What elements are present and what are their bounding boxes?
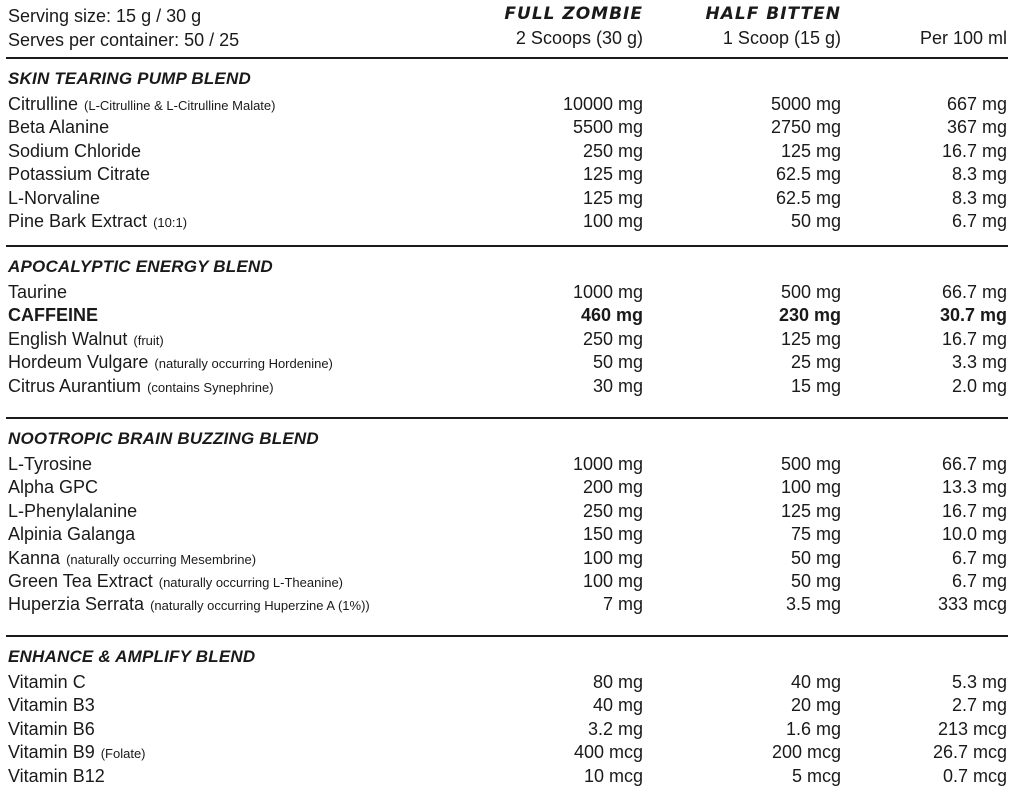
ingredient-name: Hordeum Vulgare (8, 352, 149, 373)
value-half-bitten: 125 mg (780, 140, 841, 161)
value-half-bitten: 100 mg (780, 477, 841, 498)
value-full-zombie: 125 mg (582, 187, 643, 208)
ingredient-name-cell (8, 210, 187, 234)
value-per-100ml: 333 mcg (937, 594, 1007, 615)
ingredient-name-cell (8, 523, 135, 546)
ingredient-name: Citrulline (8, 94, 79, 114)
value-half-bitten: 50 mg (790, 571, 841, 591)
ingredient-note: (naturally occurring Huperzine A (1%)) (150, 598, 370, 614)
ingredient-name: Vitamin C (8, 672, 86, 692)
ingredient-note: (L-Citrulline & L-Citrulline Malate) (84, 98, 276, 113)
ingredient-name-cell (8, 281, 67, 304)
value-half-bitten: 125 mg (780, 500, 841, 521)
value-full-zombie: 150 mg (582, 524, 643, 545)
value-half-bitten: 230 mg (778, 305, 841, 326)
value-per-100ml: 5.3 mg (951, 672, 1007, 692)
value-full-zombie: 460 mg (580, 305, 643, 326)
ingredient-row (0, 281, 1013, 304)
value-full-zombie: 250 mg (582, 140, 643, 161)
ingredient-row (0, 140, 1013, 163)
section-title: APOCALYPTIC ENERGY BLEND (8, 257, 273, 276)
value-full-zombie: 250 mg (582, 328, 643, 349)
value-per-100ml: 367 mg (946, 117, 1007, 138)
value-per-100ml: 213 mcg (937, 718, 1007, 739)
ingredient-name-cell (8, 671, 86, 694)
value-half-bitten: 500 mg (780, 282, 841, 302)
ingredient-row (0, 93, 1013, 116)
ingredient-row (0, 671, 1013, 694)
column-full-zombie-dose: 2 Scoops (30 g) (515, 28, 643, 48)
column-per-100ml-label: Per 100 ml (919, 28, 1007, 48)
value-half-bitten: 25 mg (790, 352, 841, 373)
value-per-100ml: 8.3 mg (951, 187, 1007, 208)
ingredient-row (0, 187, 1013, 210)
ingredient-note: (naturally occurring Mesembrine) (66, 551, 257, 567)
value-full-zombie: 200 mg (582, 477, 643, 498)
serves-per-container: Serves per container: 50 / 25 (8, 30, 240, 50)
value-half-bitten: 5000 mg (770, 94, 841, 114)
ingredient-row (0, 116, 1013, 139)
ingredient-name: L-Norvaline (8, 187, 101, 208)
ingredient-name: Vitamin B3 (8, 695, 95, 716)
value-per-100ml: 26.7 mcg (932, 742, 1007, 763)
ingredient-name-cell (8, 93, 275, 117)
ingredient-row (0, 453, 1013, 476)
column-half-bitten-dose: 1 Scoop (15 g) (722, 28, 841, 48)
value-half-bitten: 125 mg (780, 328, 841, 349)
value-half-bitten: 50 mg (790, 211, 841, 231)
value-half-bitten: 20 mg (790, 695, 841, 716)
ingredient-name: Vitamin B9 (8, 742, 95, 763)
value-half-bitten: 200 mcg (771, 742, 841, 763)
ingredient-note: (naturally occurring Hordenine) (154, 356, 333, 372)
section-divider (6, 635, 1008, 637)
value-per-100ml: 2.0 mg (951, 375, 1007, 396)
ingredient-name-cell (8, 500, 137, 523)
value-full-zombie: 30 mg (592, 375, 643, 396)
value-full-zombie: 10 mcg (583, 765, 643, 786)
ingredient-note: (naturally occurring L-Theanine) (158, 575, 344, 590)
value-full-zombie: 10000 mg (562, 94, 643, 114)
ingredient-name-cell (8, 765, 105, 788)
ingredient-note: (10:1) (153, 215, 188, 230)
value-half-bitten: 40 mg (790, 672, 841, 692)
ingredient-row (0, 210, 1013, 233)
ingredient-row (0, 328, 1013, 351)
column-full-zombie-title: FULL ZOMBIE (504, 4, 643, 24)
column-full-zombie (504, 2, 643, 50)
ingredient-note: (contains Synephrine) (147, 379, 274, 395)
section-divider (6, 417, 1008, 419)
ingredient-name-cell (8, 351, 333, 375)
ingredient-name-cell (8, 163, 150, 186)
value-half-bitten: 3.5 mg (785, 594, 841, 615)
ingredient-row (0, 500, 1013, 523)
column-half-bitten (706, 2, 841, 50)
ingredient-row (0, 593, 1013, 616)
value-per-100ml: 10.0 mg (941, 524, 1007, 545)
value-per-100ml: 667 mg (946, 94, 1007, 114)
value-per-100ml: 13.3 mg (941, 477, 1007, 498)
ingredient-row (0, 304, 1013, 327)
ingredient-name: Potassium Citrate (8, 164, 151, 185)
ingredient-note: (Folate) (100, 746, 146, 762)
value-half-bitten: 75 mg (790, 524, 841, 545)
ingredient-name-cell (8, 476, 98, 499)
value-full-zombie: 5500 mg (572, 117, 643, 138)
value-per-100ml: 16.7 mg (941, 500, 1007, 521)
section-divider (6, 57, 1008, 59)
value-full-zombie: 7 mg (602, 594, 643, 615)
value-per-100ml: 66.7 mg (941, 282, 1007, 302)
value-full-zombie: 1000 mg (572, 454, 643, 474)
column-per-100ml (920, 2, 1007, 50)
ingredient-name: CAFFEINE (8, 305, 98, 326)
ingredient-name-cell (8, 593, 370, 617)
value-half-bitten: 62.5 mg (775, 164, 841, 185)
value-half-bitten: 5 mcg (791, 765, 841, 786)
value-full-zombie: 100 mg (582, 211, 643, 231)
ingredient-row (0, 570, 1013, 593)
value-half-bitten: 62.5 mg (775, 187, 841, 208)
ingredient-row (0, 718, 1013, 741)
ingredient-name: Green Tea Extract (8, 571, 153, 591)
ingredient-name: Alpinia Galanga (8, 524, 136, 545)
value-full-zombie: 80 mg (592, 672, 643, 692)
section-divider (6, 245, 1008, 247)
value-full-zombie: 400 mcg (573, 742, 643, 763)
section-title: ENHANCE & AMPLIFY BLEND (8, 647, 256, 666)
value-per-100ml: 2.7 mg (951, 695, 1007, 716)
ingredient-name: Taurine (8, 282, 68, 302)
value-per-100ml: 6.7 mg (951, 571, 1007, 591)
ingredient-name: Kanna (8, 547, 61, 568)
value-per-100ml: 16.7 mg (941, 328, 1007, 349)
ingredient-name-cell (8, 304, 98, 327)
ingredient-row (0, 741, 1013, 764)
value-full-zombie: 40 mg (592, 695, 643, 716)
value-full-zombie: 50 mg (592, 352, 643, 373)
ingredient-note: (fruit) (133, 332, 164, 348)
value-full-zombie: 250 mg (582, 500, 643, 521)
value-half-bitten: 50 mg (790, 547, 841, 568)
value-full-zombie: 125 mg (582, 164, 643, 185)
column-half-bitten-title: HALF BITTEN (705, 4, 841, 24)
ingredient-name-cell (8, 453, 92, 476)
ingredient-name-cell (8, 116, 109, 139)
ingredient-name: Huperzia Serrata (8, 594, 145, 615)
value-per-100ml: 66.7 mg (941, 454, 1007, 474)
ingredient-name: Vitamin B6 (8, 718, 95, 739)
section-title: NOOTROPIC BRAIN BUZZING BLEND (8, 429, 319, 448)
ingredient-row (0, 375, 1013, 398)
ingredient-row (0, 694, 1013, 717)
value-per-100ml: 3.3 mg (951, 352, 1007, 373)
value-per-100ml: 16.7 mg (941, 140, 1007, 161)
value-per-100ml: 0.7 mcg (942, 765, 1007, 786)
value-full-zombie: 100 mg (582, 571, 643, 591)
ingredient-name: Citrus Aurantium (8, 375, 142, 396)
ingredient-name: Beta Alanine (8, 117, 110, 138)
ingredient-row (0, 765, 1013, 788)
ingredient-name: L-Phenylalanine (8, 500, 138, 521)
ingredient-name: Alpha GPC (8, 477, 99, 498)
ingredient-row (0, 523, 1013, 546)
section-title: SKIN TEARING PUMP BLEND (8, 69, 251, 88)
value-half-bitten: 1.6 mg (785, 718, 841, 739)
value-full-zombie: 3.2 mg (587, 718, 643, 739)
serving-info (8, 4, 239, 52)
ingredient-row (0, 163, 1013, 186)
ingredient-name: English Walnut (8, 328, 128, 349)
ingredient-name-cell (8, 570, 343, 594)
value-full-zombie: 100 mg (582, 547, 643, 568)
ingredient-name: Pine Bark Extract (8, 211, 148, 231)
value-per-100ml: 8.3 mg (951, 164, 1007, 185)
serving-size: Serving size: 15 g / 30 g (8, 6, 202, 26)
ingredient-name: L-Tyrosine (8, 454, 93, 474)
ingredient-name-cell (8, 547, 256, 571)
value-half-bitten: 2750 mg (770, 117, 841, 138)
value-per-100ml: 30.7 mg (939, 305, 1007, 326)
ingredient-row (0, 351, 1013, 374)
ingredient-name-cell (8, 140, 141, 163)
ingredient-name-cell (8, 694, 95, 717)
value-per-100ml: 6.7 mg (951, 211, 1007, 231)
ingredient-name-cell (8, 187, 100, 210)
ingredient-name: Sodium Chloride (8, 140, 142, 161)
ingredient-name-cell (8, 741, 146, 765)
ingredient-name: Vitamin B12 (8, 765, 105, 786)
ingredient-row (0, 476, 1013, 499)
ingredient-row (0, 547, 1013, 570)
panel-header (0, 0, 1013, 58)
value-half-bitten: 500 mg (780, 454, 841, 474)
ingredient-name-cell (8, 375, 274, 399)
value-per-100ml: 6.7 mg (951, 547, 1007, 568)
value-full-zombie: 1000 mg (572, 282, 643, 302)
value-half-bitten: 15 mg (790, 375, 841, 396)
ingredient-name-cell (8, 718, 95, 741)
ingredient-name-cell (8, 328, 164, 352)
